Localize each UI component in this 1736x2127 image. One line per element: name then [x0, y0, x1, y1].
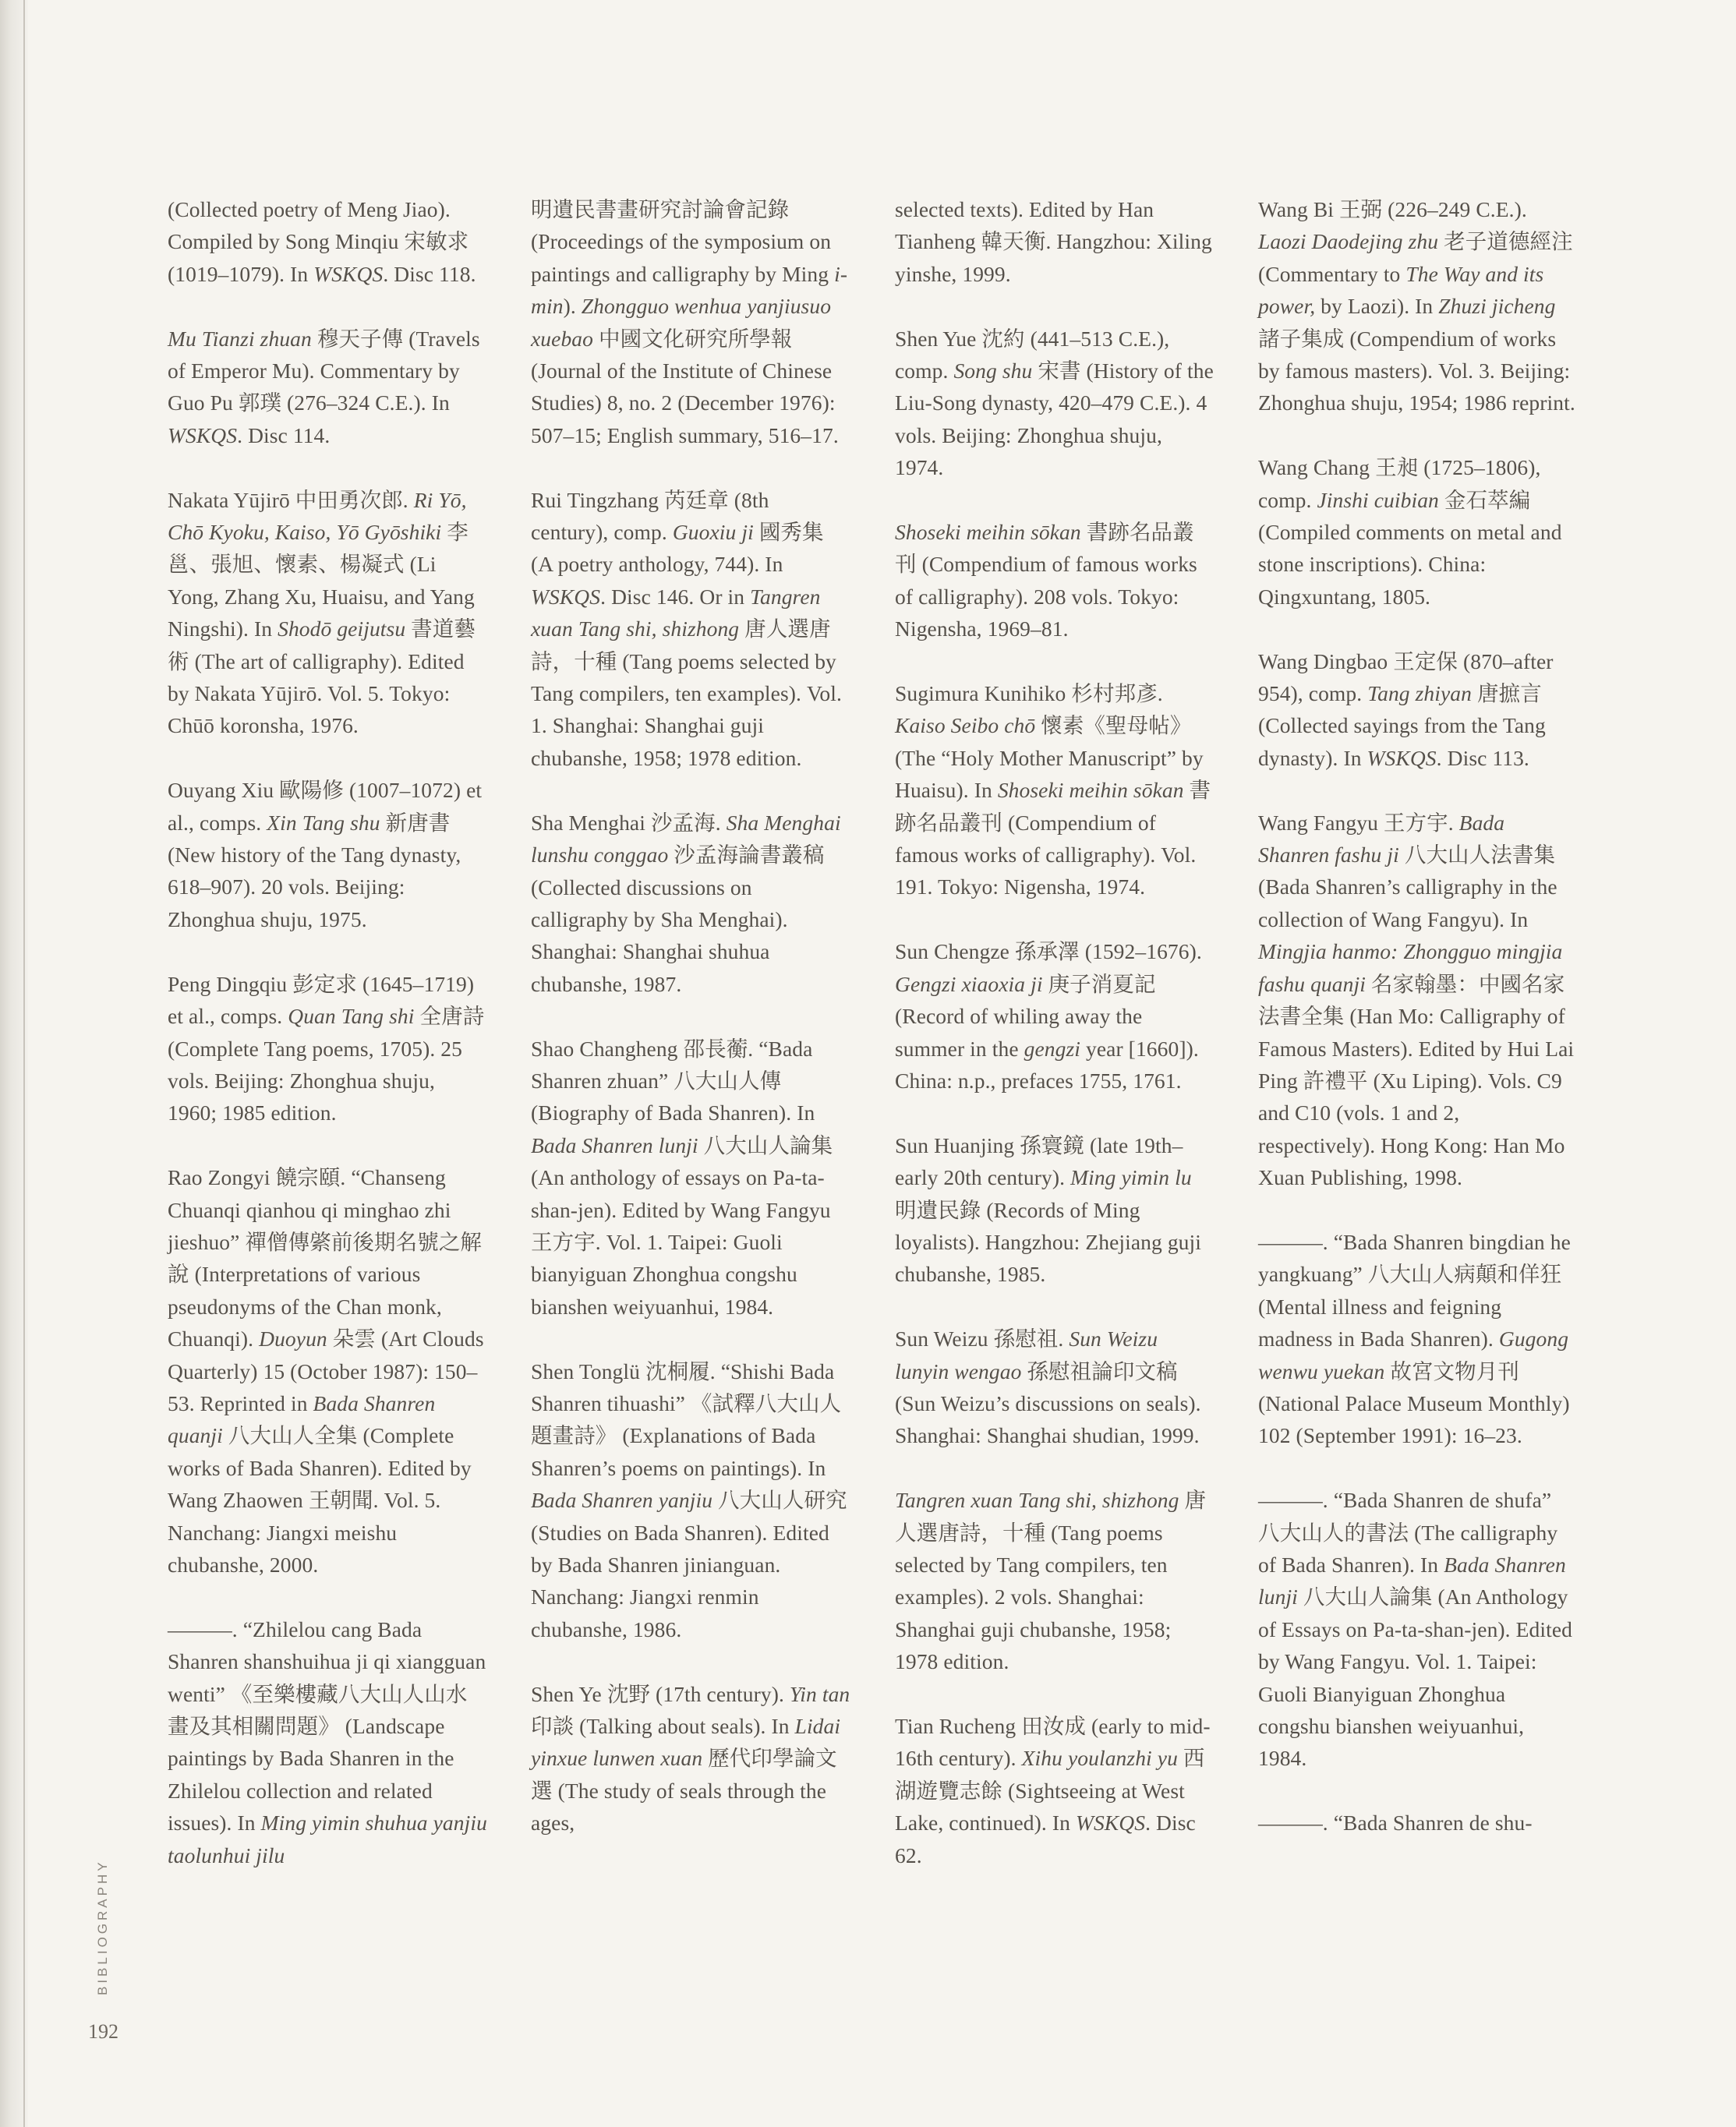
bibliography-entry: [168, 774, 487, 935]
entry-title-italic: Laozi Daodejing zhu: [1258, 229, 1439, 254]
entry-title-italic: Bada Shanren lunji: [1258, 1552, 1566, 1609]
bibliography-entry: [1258, 451, 1578, 613]
bibliography-entry: [895, 1129, 1214, 1291]
bibliography-entry: [531, 193, 850, 451]
entry-text: Wang Bi 王弼 (226–249 C.E.).: [1258, 197, 1527, 221]
entry-text: 李邕、張旭、懷素、楊凝式 (Li Yong, Zhang Xu, Huaisu, and Yang Ningshi). In: [168, 520, 475, 641]
entry-text: 新唐書 (New history of the Tang dynasty, 618–907). 20 vols. Beijing: Zhonghua shuju, 1975.: [168, 810, 461, 931]
bibliography-entry: [1258, 1807, 1578, 1839]
entry-text: ———. “Bada Shanren de shufa” 八大山人的書法 (The calligraphy of Bada Shanren). In: [1258, 1488, 1558, 1577]
bibliography-column-2: [531, 193, 850, 1871]
entry-title-italic: Guoxiu ji: [672, 520, 754, 545]
entry-title-italic: gengzi: [1024, 1036, 1081, 1061]
entry-title-italic: Shoseki meihin sōkan: [895, 520, 1081, 545]
entry-text: ———. “Zhilelou cang Bada Shanren shanshuihua ji qi xiangguan wenti” 《至樂樓藏八大山人山水畫及其相關問題》 (Landscape paintings by Bada Shanren in the Zhilelou collection and related issues). In: [168, 1616, 486, 1836]
bibliography-entry: [1258, 1226, 1578, 1452]
entry-text: 名家翰墨：中國名家法書全集 (Han Mo: Calligraphy of Famous Masters). Edited by Hui Lai Ping 許禮平 (Xu Liping). Vols. C9 and C10 (vols. 1 and 2, respectively). Hong Kong: Han Mo Xuan Publishing, 1998.: [1258, 971, 1575, 1190]
entry-title-italic: Ri Yō, Chō Kyoku, Kaiso, Yō Gyōshiki: [168, 487, 467, 545]
entry-title-italic: Duoyun: [259, 1327, 327, 1351]
bibliography-entry: [531, 484, 850, 775]
bibliography-column-4: [1258, 193, 1578, 1871]
entry-title-italic: Xihu youlanzhi yu: [1021, 1746, 1178, 1771]
entry-text: 中國文化研究所學報 (Journal of the Institute of Chinese Studies) 8, no. 2 (December 1976): 507–15; English summary, 516–17.: [531, 326, 839, 447]
entry-text: Nakata Yūjirō 中田勇次郎.: [168, 487, 414, 512]
bibliography-entry: [1258, 645, 1578, 775]
bibliography-entry: [168, 968, 487, 1129]
entry-title-italic: Tangren xuan Tang shi, shizhong: [531, 584, 821, 641]
entry-title-italic: Tangren xuan Tang shi, shizhong: [895, 1488, 1179, 1513]
entry-title-italic: Shoseki meihin sōkan: [997, 778, 1184, 803]
entry-text: 金石萃編 (Compiled comments on metal and stone inscriptions). China: Qingxuntang, 1805.: [1258, 487, 1562, 609]
entry-text: 書道藝術 (The art of calligraphy). Edited by Nakata Yūjirō. Vol. 5. Tokyo: Chūō koronsha, 1976.: [168, 617, 476, 738]
entry-text: 歷代印學論文選 (The study of seals through the ages,: [531, 1746, 837, 1836]
entry-text: Sugimura Kunihiko 杉村邦彥.: [895, 681, 1163, 706]
bibliography-entry: [895, 1323, 1214, 1452]
entry-title-italic: Bada Shanren fashu ji: [1258, 810, 1505, 867]
entry-text: Rao Zongyi 饒宗頤. “Chanseng Chuanqi qianhou qi minghao zhi jieshuo” 禪僧傳綮前後期名號之解說 (Interpretations of various pseudonyms of the Chan monk, Chuanqi).: [168, 1165, 483, 1351]
bibliography-entry: [168, 193, 487, 290]
entry-title-italic: WSKQS: [168, 422, 238, 447]
entry-text: year [1660]). China: n.p., prefaces 1755, 1761.: [895, 1036, 1199, 1093]
entry-text: Sun Chengze 孫承澤 (1592–1676).: [895, 939, 1202, 964]
entry-title-italic: WSKQS: [313, 261, 384, 286]
entry-text: ).: [563, 294, 582, 319]
bibliography-column-1: [168, 193, 487, 1903]
entry-text: Peng Dingqiu 彭定求 (1645–1719) et al., comps.: [168, 971, 475, 1029]
entry-title-italic: WSKQS: [1367, 745, 1437, 770]
entry-text: Rui Tingzhang 芮廷章 (8th century), comp.: [531, 487, 769, 545]
bibliography-entry: [1258, 807, 1578, 1194]
entry-text: 唐摭言 (Collected sayings from the Tang dynasty). In: [1258, 681, 1546, 770]
entry-title-italic: Shodō geijutsu: [278, 617, 406, 641]
entry-title-italic: Xin Tang shu: [267, 810, 380, 835]
entry-title-italic: WSKQS: [1075, 1811, 1146, 1836]
entry-title-italic: i-min: [531, 261, 848, 319]
entry-title-italic: Bada Shanren lunji: [531, 1132, 698, 1157]
entry-text: 國秀集 (A poetry anthology, 744). In: [531, 520, 824, 577]
entry-text: 書跡名品叢刊 (Compendium of famous works of calligraphy). Vol. 191. Tokyo: Nigensha, 1974.: [895, 778, 1211, 899]
entry-text: 朵雲 (Art Clouds Quarterly) 15 (October 1987): 150–53. Reprinted in: [168, 1327, 484, 1415]
bibliography-entry: [168, 323, 487, 452]
entry-title-italic: Mingjia hanmo: Zhongguo mingjia fashu quanji: [1258, 939, 1563, 996]
entry-title-italic: Zhongguo wenhua yanjiusuo xuebao: [531, 294, 832, 351]
entry-title-italic: Tang zhiyan: [1367, 681, 1473, 706]
entry-text: . Disc 146. Or in: [600, 584, 751, 609]
bibliography-entry: [895, 193, 1214, 290]
bibliography-entry: [895, 935, 1214, 1097]
entry-title-italic: Jinshi cuibian: [1317, 487, 1439, 512]
page-edge: [23, 0, 25, 2127]
entry-text: 老子道德經注 (Commentary to: [1258, 229, 1573, 286]
entry-text: 懷素《聖母帖》 (The “Holy Mother Manuscript” by Huaisu). In: [895, 713, 1204, 803]
entry-text: 全唐詩 (Complete Tang poems, 1705). 25 vols. Beijing: Zhonghua shuju, 1960; 1985 edition.: [168, 1004, 485, 1125]
entry-text: 明遺民書畫研究討論會記錄 (Proceedings of the symposium on paintings and calligraphy by Ming: [531, 197, 835, 286]
entry-title-italic: Quan Tang shi: [288, 1004, 415, 1029]
entry-text: ———. “Bada Shanren de shu-: [1258, 1811, 1533, 1836]
entry-title-italic: Kaiso Seibo chō: [895, 713, 1036, 738]
bibliography-entry: [895, 677, 1214, 903]
entry-text: Sha Menghai 沙孟海.: [531, 810, 727, 835]
entry-title-italic: The Way and its power,: [1258, 261, 1544, 319]
entry-text: 孫慰祖論印文稿 (Sun Weizu’s discussions on seals). Shanghai: Shanghai shudian, 1999.: [895, 1359, 1201, 1448]
entry-title-italic: Gengzi xiaoxia ji: [895, 971, 1043, 996]
entry-text: . Disc 113.: [1436, 745, 1529, 770]
entry-title-italic: Zhuzi jicheng: [1438, 294, 1556, 319]
bibliography-column-3: [895, 193, 1214, 1903]
entry-text: 印談 (Talking about seals). In: [531, 1714, 795, 1739]
entry-title-italic: Bada Shanren quanji: [168, 1390, 436, 1448]
entry-title-italic: Ming yimin shuhua yanjiu taolunhui jilu: [168, 1811, 487, 1867]
entry-text: 八大山人論集 (An anthology of essays on Pa-ta-shan-jen). Edited by Wang Fangyu 王方宇. Vol. 1. Taipei: Guoli bianyiguan Zhonghua congshu bianshen weiyuanhui, 1984.: [531, 1132, 833, 1319]
entry-title-italic: Sun Weizu lunyin wengao: [895, 1327, 1158, 1383]
entry-title-italic: Bada Shanren yanjiu: [531, 1488, 713, 1513]
entry-text: 西湖遊覽志餘 (Sightseeing at West Lake, continued). In: [895, 1746, 1205, 1836]
entry-title-italic: Sha Menghai lunshu conggao: [531, 810, 841, 867]
bibliography-entry: [895, 516, 1214, 645]
entry-text: Shen Yue 沈約 (441–513 C.E.), comp.: [895, 326, 1170, 383]
entry-text: Wang Fangyu 王方宇.: [1258, 810, 1459, 835]
bibliography-entry: [531, 807, 850, 1000]
entry-text: Wang Dingbao 王定保 (870–after 954), comp.: [1258, 648, 1554, 706]
page-number: 192: [88, 2020, 118, 2043]
entry-text: 故宮文物月刊 (National Palace Museum Monthly) 102 (September 1991): 16–23.: [1258, 1359, 1570, 1448]
entry-text: 沙孟海論書叢稿 (Collected discussions on calligraphy by Sha Menghai). Shanghai: Shanghai shuhua chubanshe, 1987.: [531, 843, 825, 996]
entry-text: Tian Rucheng 田汝成 (early to mid-16th century).: [895, 1713, 1211, 1771]
entry-text: 八大山人論集 (An Anthology of Essays on Pa-ta-shan-jen). Edited by Wang Fangyu. Vol. 1. Taipei: Guoli Bianyiguan Zhonghua congshu bianshen weiyuanhui, 1984.: [1258, 1585, 1573, 1771]
entry-text: 唐人選唐詩，十種 (Tang poems selected by Tang compilers, ten examples). Vol. 1. Shanghai: Shanghai guji chubanshe, 1958; 1978 edition.: [531, 617, 842, 770]
entry-text: (Collected poetry of Meng Jiao). Compiled by Song Minqiu 宋敏求 (1019–1079). In: [168, 197, 469, 286]
entry-text: 唐人選唐詩，十種 (Tang poems selected by Tang compilers, ten examples). 2 vols. Shanghai: Shanghai guji chubanshe, 1958; 1978 edition.: [895, 1488, 1207, 1674]
entry-title-italic: Ming yimin lu: [1070, 1165, 1192, 1190]
entry-text: . Disc 118.: [383, 261, 476, 286]
entry-text: . Disc 62.: [895, 1811, 1196, 1867]
entry-text: 穆天子傳 (Travels of Emperor Mu). Commentary by Guo Pu 郭璞 (276–324 C.E.). In: [168, 326, 480, 415]
entry-text: Shao Changheng 邵長蘅. “Bada Shanren zhuan” 八大山人傳 (Biography of Bada Shanren). In: [531, 1036, 815, 1125]
bibliography-entry: [1258, 193, 1578, 419]
entry-text: Sun Huanjing 孫寰鏡 (late 19th–early 20th century).: [895, 1132, 1183, 1190]
running-head: BIBLIOGRAPHY: [95, 1859, 110, 1995]
entry-title-italic: WSKQS: [531, 584, 601, 609]
bibliography-entry: [531, 1678, 850, 1839]
bibliography-entry: [895, 1484, 1214, 1677]
bibliography-entry: [895, 323, 1214, 484]
entry-text: ———. “Bada Shanren bingdian he yangkuang” 八大山人病顛和佯狂 (Mental illness and feigning madness in Bada Shanren).: [1258, 1229, 1571, 1351]
bibliography-entry: [1258, 1484, 1578, 1775]
entry-title-italic: Yin tan: [789, 1681, 850, 1706]
entry-text: Shen Tonglü 沈桐履. “Shishi Bada Shanren tihuashi” 《試釋八大山人題畫詩》 (Explanations of Bada Shanren’s poems on paintings). In: [531, 1359, 842, 1480]
bibliography-entry: [895, 1710, 1214, 1871]
entry-text: 宋書 (History of the Liu-Song dynasty, 420–479 C.E.). 4 vols. Beijing: Zhonghua shuju, 1974.: [895, 359, 1214, 480]
entry-text: 八大山人法書集 (Bada Shanren’s calligraphy in the collection of Wang Fangyu). In: [1258, 843, 1557, 931]
bibliography-entry: [168, 484, 487, 742]
entry-text: Wang Chang 王昶 (1725–1806), comp.: [1258, 455, 1541, 512]
bibliography-entry: [531, 1355, 850, 1646]
entry-text: . Disc 114.: [237, 422, 331, 447]
entry-text: Shen Ye 沈野 (17th century).: [531, 1681, 790, 1706]
entry-text: 庚子消夏記 (Record of whiling away the summer in the: [895, 971, 1156, 1061]
entry-title-italic: Gugong wenwu yuekan: [1258, 1327, 1569, 1383]
bibliography-entry: [168, 1161, 487, 1581]
bibliography-entry: [168, 1613, 487, 1871]
entry-title-italic: Lidai yinxue lunwen xuan: [531, 1714, 841, 1771]
entry-text: Ouyang Xiu 歐陽修 (1007–1072) et al., comps.: [168, 778, 483, 835]
bibliography-entry: [531, 1033, 850, 1323]
entry-text: selected texts). Edited by Han Tianheng 韓天衡. Hangzhou: Xiling yinshe, 1999.: [895, 197, 1212, 286]
entry-text: 書跡名品叢刊 (Compendium of famous works of calligraphy). 208 vols. Tokyo: Nigensha, 1969–81.: [895, 520, 1197, 641]
entry-text: 諸子集成 (Compendium of works by famous masters). Vol. 3. Beijing: Zhonghua shuju, 1954; 1986 reprint.: [1258, 326, 1575, 415]
entry-text: Sun Weizu 孫慰祖.: [895, 1327, 1070, 1351]
entry-text: by Laozi). In: [1315, 294, 1439, 319]
entry-text: 明遺民錄 (Records of Ming loyalists). Hangzhou: Zhejiang guji chubanshe, 1985.: [895, 1197, 1202, 1287]
entry-title-italic: Mu Tianzi zhuan: [168, 326, 312, 351]
entry-title-italic: Song shu: [953, 359, 1033, 383]
entry-text: 八大山人研究 (Studies on Bada Shanren). Edited by Bada Shanren jinianguan. Nanchang: Jiangxi renmin chubanshe, 1986.: [531, 1488, 847, 1641]
entry-text: 八大山人全集 (Complete works of Bada Shanren). Edited by Wang Zhaowen 王朝聞. Vol. 5. Nanchang: Jiangxi meishu chubanshe, 2000.: [168, 1423, 472, 1577]
